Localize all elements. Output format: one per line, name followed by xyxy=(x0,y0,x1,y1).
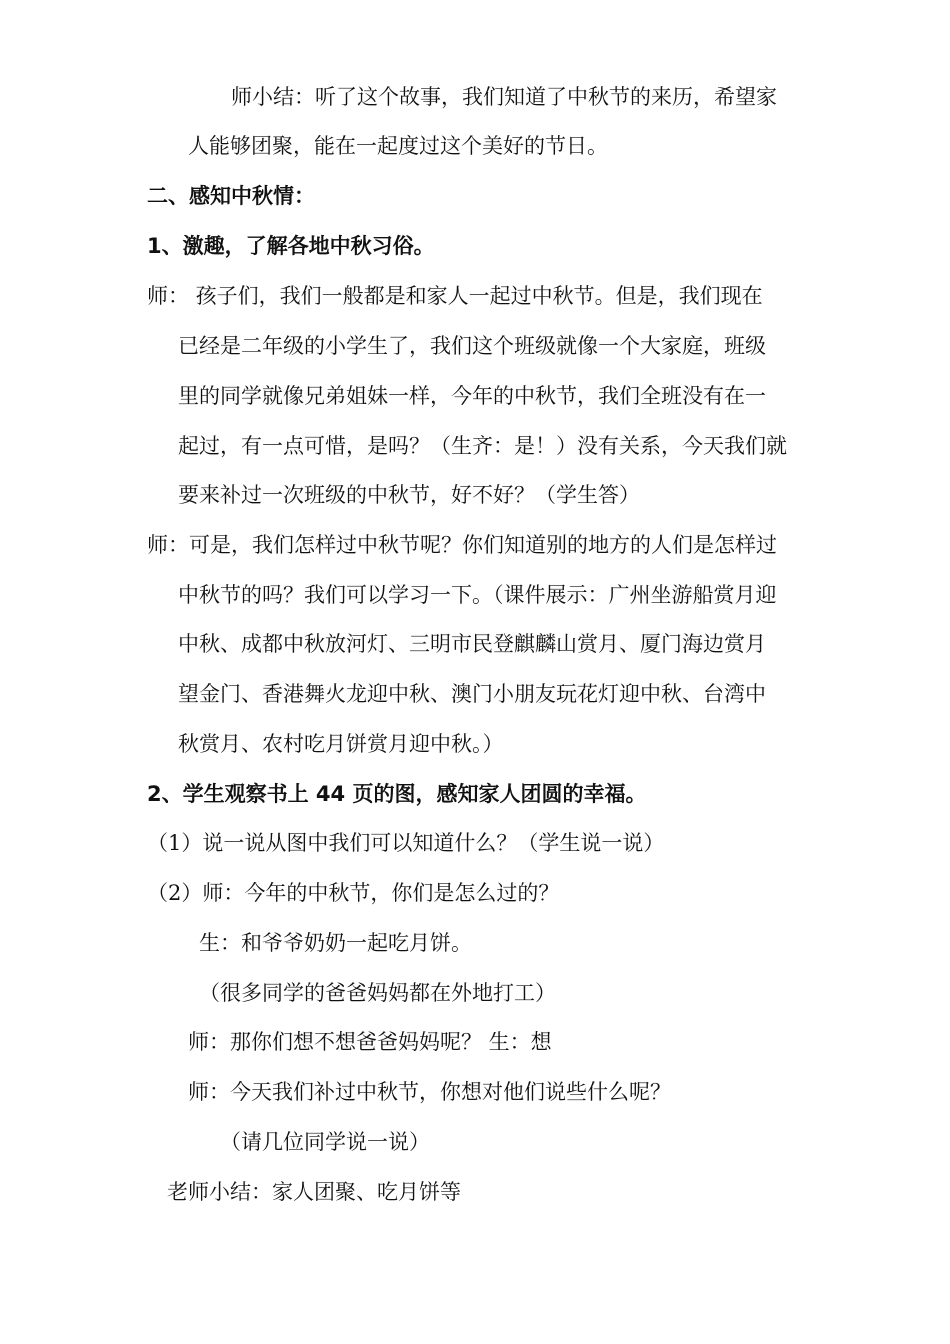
teacher-question-1: 师：那你们想不想爸爸妈妈呢？ 生：想 xyxy=(188,1030,552,1054)
paragraph-1-line-2: 已经是二年级的小学生了，我们这个班级就像一个大家庭，班级 xyxy=(178,334,766,358)
paragraph-2-line-2: 中秋节的吗？我们可以学习一下。（课件展示：广州坐游船赏月迎 xyxy=(178,583,777,607)
section-heading-2: 二、感知中秋情： xyxy=(147,184,315,208)
subsection-heading-1: 1、激趣，了解各地中秋习俗。 xyxy=(147,234,435,258)
teacher-conclusion: 老师小结：家人团聚、吃月饼等 xyxy=(167,1180,461,1204)
student-answer: 生：和爷爷奶奶一起吃月饼。 xyxy=(199,931,472,955)
parenthetical-note: （很多同学的爸爸妈妈都在外地打工） xyxy=(199,981,556,1005)
teacher-question-2: 师：今天我们补过中秋节，你想对他们说些什么呢？ xyxy=(188,1080,671,1104)
paragraph-2-line-1: 师：可是，我们怎样过中秋节呢？你们知道别的地方的人们是怎样过 xyxy=(147,533,777,557)
instruction-note: （请几位同学说一说） xyxy=(220,1130,430,1154)
item-1: （1）说一说从图中我们可以知道什么？（学生说一说） xyxy=(147,831,665,855)
paragraph-2-line-5: 秋赏月、农村吃月饼赏月迎中秋。） xyxy=(178,732,504,756)
teacher-summary-line-1: 师小结：听了这个故事，我们知道了中秋节的来历，希望家 xyxy=(231,85,777,109)
paragraph-2-line-3: 中秋、成都中秋放河灯、三明市民登麒麟山赏月、厦门海边赏月 xyxy=(178,632,766,656)
paragraph-1-line-5: 要来补过一次班级的中秋节，好不好？（学生答） xyxy=(178,483,640,507)
teacher-summary-line-2: 人能够团聚，能在一起度过这个美好的节日。 xyxy=(188,134,608,158)
paragraph-2-line-4: 望金门、香港舞火龙迎中秋、澳门小朋友玩花灯迎中秋、台湾中 xyxy=(178,682,766,706)
paragraph-1-line-1: 师： 孩子们，我们一般都是和家人一起过中秋节。但是，我们现在 xyxy=(147,284,763,308)
paragraph-1-line-4: 起过，有一点可惜，是吗？（生齐：是！）没有关系，今天我们就 xyxy=(178,434,787,458)
subsection-heading-2: 2、学生观察书上 44 页的图，感知家人团圆的幸福。 xyxy=(147,782,647,806)
item-2: （2）师：今年的中秋节，你们是怎么过的？ xyxy=(147,881,560,905)
paragraph-1-line-3: 里的同学就像兄弟姐妹一样，今年的中秋节，我们全班没有在一 xyxy=(178,384,766,408)
